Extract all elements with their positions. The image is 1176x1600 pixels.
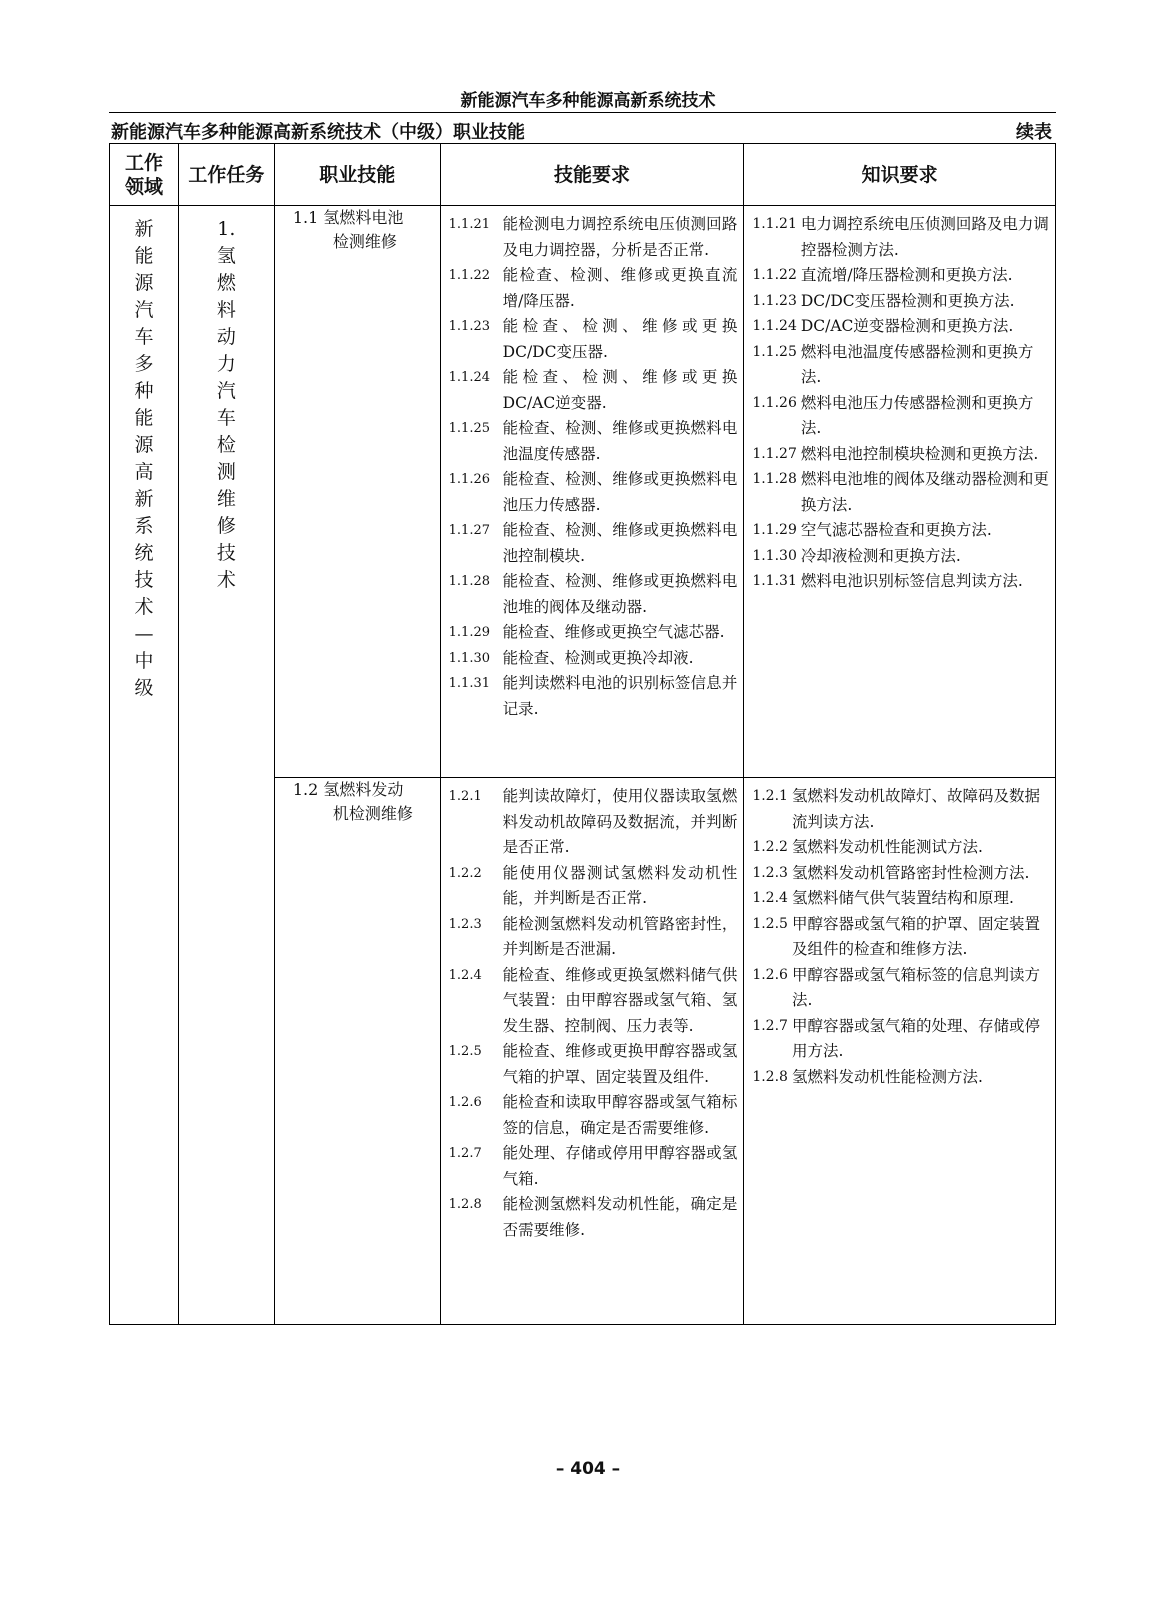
task-cell bbox=[178, 206, 274, 1325]
list-item bbox=[449, 1192, 738, 1243]
list-item bbox=[449, 569, 738, 620]
list-item bbox=[752, 289, 1049, 315]
item-number: 1.1.28 bbox=[448, 574, 491, 589]
item-text: 能检查、检测、维修或更换燃料电池控制模块. bbox=[502, 521, 738, 565]
list-item bbox=[752, 467, 1049, 518]
item-text: 能使用仪器测试氢燃料发动机性能，并判断是否正常. bbox=[502, 863, 738, 907]
column-header-skill: 职业技能 bbox=[274, 144, 440, 206]
item-number: 1.2.4 bbox=[448, 967, 482, 983]
skill-name: 1.2 氢燃料发动 机检测维修 bbox=[292, 780, 413, 823]
list-item bbox=[752, 518, 1049, 544]
item-text: 能检查、检测、维修或更换DC/AC逆变器. bbox=[502, 368, 738, 412]
column-header-task: 工作任务 bbox=[178, 144, 274, 206]
task-text: 1.氢燃料动力汽车检测维修技术 bbox=[216, 218, 236, 591]
item-text: 能检测氢燃料发动机管路密封性，并判断是否泄漏. bbox=[502, 914, 738, 958]
list-item bbox=[752, 569, 1049, 595]
item-number: 1.2.3 bbox=[752, 864, 788, 881]
item-number: 1.2.1 bbox=[448, 789, 482, 804]
continued-label: 续表 bbox=[1016, 122, 1052, 143]
item-text: 能检查、检测、维修或更换燃料电池压力传感器. bbox=[502, 470, 738, 514]
header-rule bbox=[109, 112, 1056, 113]
item-text: 甲醇容器或氢气箱的护罩、固定装置及组件的检查和维修方法. bbox=[791, 914, 1040, 958]
knowledge-cell bbox=[744, 778, 1056, 1325]
item-text: 氢燃料储气供气装置结构和原理. bbox=[791, 889, 1014, 907]
page-number: – 404 – bbox=[555, 1459, 621, 1479]
list-item bbox=[449, 671, 738, 722]
item-number: 1.2.3 bbox=[448, 916, 482, 932]
domain-text: 新能源汽车多种能源高新系统技术—中级 bbox=[134, 218, 154, 699]
ability-cell bbox=[440, 778, 744, 1325]
item-number: 1.2.8 bbox=[448, 1197, 482, 1212]
item-number: 1.1.22 bbox=[752, 267, 797, 283]
item-number: 1.2.7 bbox=[752, 1017, 788, 1034]
skill-cell bbox=[274, 778, 440, 1325]
item-text: 能判读故障灯，使用仪器读取氢燃料发动机故障码及数据流，并判断是否正常. bbox=[502, 787, 738, 856]
domain-cell bbox=[110, 206, 179, 1325]
column-header-knowledge: 知识要求 bbox=[744, 144, 1056, 206]
list-item bbox=[752, 784, 1049, 835]
item-number: 1.2.4 bbox=[752, 890, 788, 906]
item-number: 1.1.25 bbox=[448, 421, 491, 436]
list-item bbox=[752, 263, 1049, 289]
item-number: 1.2.5 bbox=[448, 1044, 482, 1059]
item-number: 1.2.2 bbox=[752, 839, 788, 855]
item-text: 燃料电池堆的阀体及继动器检测和更换方法. bbox=[800, 470, 1049, 514]
list-item bbox=[752, 912, 1049, 963]
item-number: 1.2.8 bbox=[752, 1068, 788, 1085]
list-item bbox=[449, 784, 738, 861]
item-text: 能处理、存储或停用甲醇容器或氢气箱. bbox=[502, 1144, 738, 1188]
item-number: 1.1.23 bbox=[752, 292, 797, 309]
running-header: 新能源汽车多种能源高新系统技术 bbox=[460, 91, 716, 111]
item-text: 氢燃料发动机管路密封性检测方法. bbox=[791, 863, 1030, 882]
item-text: 能检测电力调控系统电压侦测回路及电力调控器，分析是否正常. bbox=[502, 215, 738, 259]
list-item bbox=[449, 912, 738, 963]
item-number: 1.1.21 bbox=[752, 216, 797, 232]
list-item bbox=[752, 1065, 1049, 1091]
item-text: 能检查、检测、维修或更换燃料电池堆的阀体及继动器. bbox=[502, 572, 738, 616]
item-text: 能检查、检测或更换冷却液. bbox=[502, 648, 694, 667]
list-item bbox=[752, 442, 1049, 468]
item-text: 甲醇容器或氢气箱的处理、存储或停用方法. bbox=[791, 1016, 1040, 1060]
ability-list bbox=[441, 206, 744, 726]
item-text: 甲醇容器或氢气箱标签的信息判读方法. bbox=[791, 965, 1040, 1009]
list-item bbox=[449, 467, 738, 518]
item-text: 能检查、维修或更换空气滤芯器. bbox=[502, 623, 725, 641]
list-item bbox=[449, 1141, 738, 1192]
item-number: 1.1.21 bbox=[448, 217, 491, 232]
skill-cell bbox=[274, 206, 440, 778]
list-item bbox=[449, 861, 738, 912]
item-text: 电力调控系统电压侦测回路及电力调控器检测方法. bbox=[800, 215, 1049, 259]
item-text: 氢燃料发动机性能测试方法. bbox=[791, 838, 983, 856]
list-item bbox=[449, 518, 738, 569]
item-text: 能检查、检测、维修或更换燃料电池温度传感器. bbox=[502, 419, 738, 463]
list-item bbox=[449, 365, 738, 416]
item-number: 1.2.2 bbox=[448, 865, 482, 881]
table-row bbox=[110, 206, 1056, 778]
item-number: 1.1.31 bbox=[752, 573, 797, 589]
table-header-row bbox=[110, 144, 1056, 206]
item-number: 1.1.27 bbox=[752, 445, 797, 462]
item-number: 1.1.31 bbox=[448, 676, 491, 691]
item-text: 能检查、检测、维修或更换DC/DC变压器. bbox=[502, 317, 738, 361]
item-text: 直流增/降压器检测和更换方法. bbox=[800, 266, 1013, 284]
item-text: DC/AC逆变器检测和更换方法. bbox=[800, 317, 1014, 335]
list-item bbox=[752, 861, 1049, 887]
item-number: 1.1.23 bbox=[448, 319, 491, 334]
item-text: 能检查和读取甲醇容器或氢气箱标签的信息，确定是否需要维修. bbox=[502, 1093, 738, 1137]
list-item bbox=[449, 314, 738, 365]
list-item bbox=[752, 340, 1049, 391]
list-item bbox=[449, 1090, 738, 1141]
item-number: 1.2.1 bbox=[752, 788, 788, 804]
item-number: 1.1.27 bbox=[448, 523, 491, 538]
item-text: DC/DC变压器检测和更换方法. bbox=[800, 291, 1015, 310]
item-number: 1.1.30 bbox=[448, 650, 491, 666]
knowledge-list bbox=[744, 778, 1055, 1094]
knowledge-list bbox=[744, 206, 1055, 599]
list-item bbox=[752, 963, 1049, 1014]
item-text: 燃料电池压力传感器检测和更换方法. bbox=[800, 393, 1034, 437]
item-number: 1.1.30 bbox=[752, 547, 797, 564]
item-number: 1.1.29 bbox=[752, 522, 797, 538]
item-number: 1.1.22 bbox=[448, 268, 491, 283]
item-text: 氢燃料发动机性能检测方法. bbox=[791, 1067, 983, 1086]
list-item bbox=[752, 1014, 1049, 1065]
list-item bbox=[752, 391, 1049, 442]
item-number: 1.1.24 bbox=[448, 370, 491, 385]
item-number: 1.2.6 bbox=[448, 1095, 482, 1110]
item-number: 1.1.26 bbox=[752, 394, 797, 411]
list-item bbox=[752, 544, 1049, 570]
item-text: 燃料电池控制模块检测和更换方法. bbox=[800, 444, 1039, 463]
list-item bbox=[449, 963, 738, 1040]
list-item bbox=[449, 646, 738, 672]
list-item bbox=[449, 620, 738, 646]
item-text: 能检查、维修或更换氢燃料储气供气装置：由甲醇容器或氢气箱、氢发生器、控制阀、压力表等. bbox=[502, 965, 738, 1035]
item-number: 1.2.5 bbox=[752, 915, 788, 932]
list-item bbox=[752, 835, 1049, 861]
skill-name: 1.1 氢燃料电池 检测维修 bbox=[292, 208, 404, 251]
item-text: 冷却液检测和更换方法. bbox=[800, 546, 961, 565]
list-item bbox=[752, 886, 1049, 912]
item-number: 1.1.28 bbox=[752, 471, 797, 487]
list-item bbox=[752, 314, 1049, 340]
item-number: 1.2.6 bbox=[752, 966, 788, 983]
item-number: 1.1.26 bbox=[448, 472, 491, 487]
ability-list bbox=[441, 778, 744, 1247]
item-text: 能检测氢燃料发动机性能，确定是否需要维修. bbox=[502, 1195, 738, 1239]
list-item bbox=[449, 212, 738, 263]
item-text: 能检查、检测、维修或更换直流增/降压器. bbox=[502, 266, 738, 310]
item-text: 能检查、维修或更换甲醇容器或氢气箱的护罩、固定装置及组件. bbox=[502, 1042, 738, 1086]
column-header-ability: 技能要求 bbox=[440, 144, 744, 206]
column-header-domain: 工作领域 bbox=[110, 144, 179, 206]
item-number: 1.2.7 bbox=[448, 1146, 482, 1161]
knowledge-cell bbox=[744, 206, 1056, 778]
item-text: 空气滤芯器检查和更换方法. bbox=[800, 521, 992, 539]
item-text: 燃料电池温度传感器检测和更换方法. bbox=[800, 342, 1034, 386]
item-number: 1.1.25 bbox=[752, 343, 797, 360]
list-item bbox=[449, 416, 738, 467]
skills-table bbox=[109, 143, 1056, 1325]
item-text: 氢燃料发动机故障灯、故障码及数据流判读方法. bbox=[791, 787, 1040, 831]
list-item bbox=[752, 212, 1049, 263]
item-text: 能判读燃料电池的识别标签信息并记录. bbox=[502, 674, 738, 718]
table-title: 新能源汽车多种能源高新系统技术（中级）职业技能 bbox=[111, 122, 525, 143]
item-text: 燃料电池识别标签信息判读方法. bbox=[800, 572, 1023, 590]
list-item bbox=[449, 1039, 738, 1090]
list-item bbox=[449, 263, 738, 314]
item-number: 1.1.29 bbox=[448, 625, 491, 640]
item-number: 1.1.24 bbox=[752, 318, 797, 334]
ability-cell bbox=[440, 206, 744, 778]
